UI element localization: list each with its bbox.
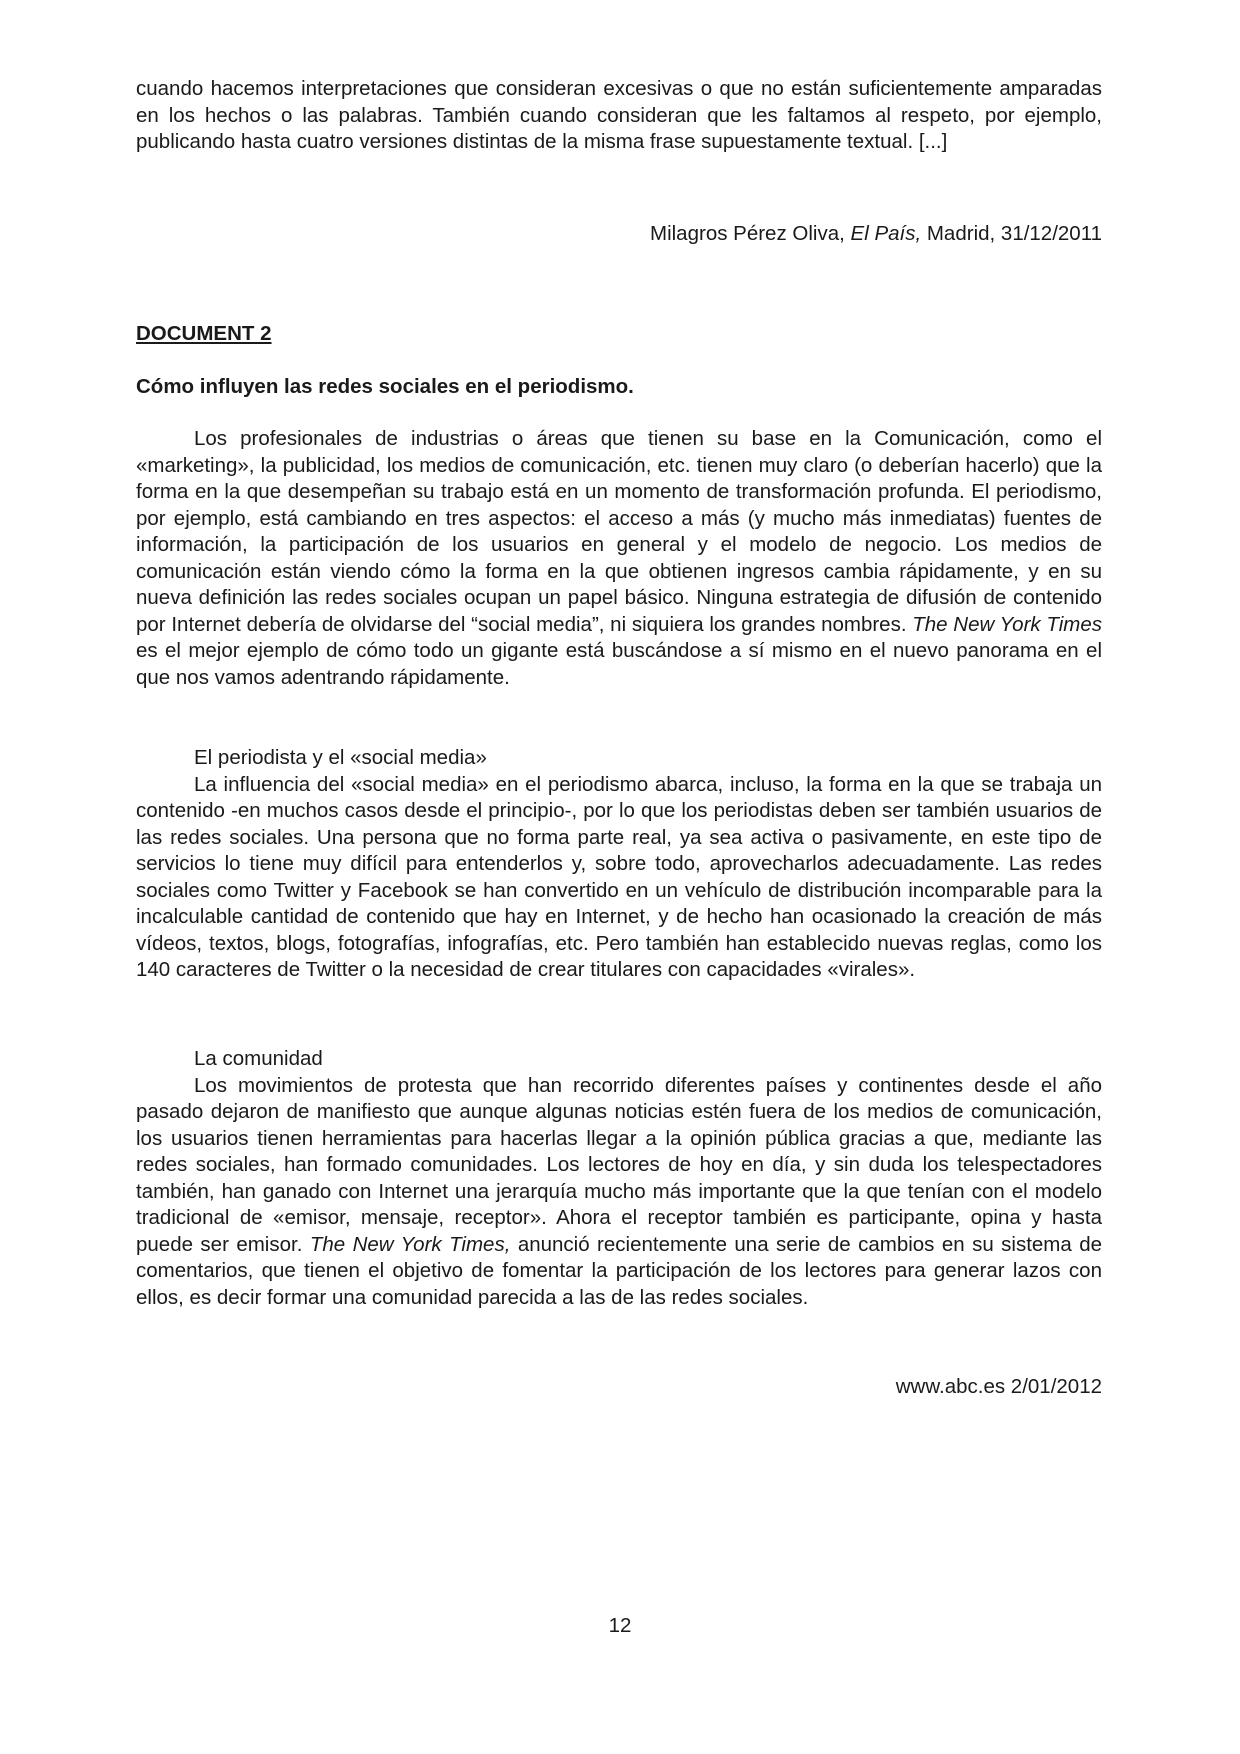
doc2-source: www.abc.es 2/01/2012 [895,1375,1102,1398]
doc1-source-author: Milagros Pérez Oliva, [650,222,845,245]
doc2-source-block [136,1374,1102,1401]
section-heading-comunidad: La comunidad [194,1047,323,1070]
doc2-paragraph-1 [136,426,1102,691]
doc1-source-block [136,221,1102,248]
doc1-source-publication: El País, [850,222,922,245]
doc2-paragraph1-block [136,426,1102,691]
doc2-paragraph-1-part2: es el mejor ejemplo de cómo todo un gigante está buscándose a sí mismo en el nuevo panorama en el que nos vamos adentrando rápidamente. [136,639,1102,689]
section1-block [136,745,1102,984]
document-label: DOCUMENT 2 [136,322,272,345]
section-body-comunidad-part1: Los movimientos de protesta que han recorrido diferentes países y continentes desde el año pasado dejaron de manifiesto que aunque algunas noticias estén fuera de los medios de comunicación, los usuarios tienen herramientas para hacerlas llegar a la opinión pública gracias a que, mediante las redes sociales, han formado comunidades. Los lectores de hoy en día, y sin duda los telespectadores también, han ganado con Internet una jerarquía mucho más importante que la que tenían con el modelo tradicional de «emisor, mensaje, receptor». Ahora el receptor también es participante, opina y hasta puede ser emisor. [136,1073,1102,1256]
doc2-paragraph-1-part1: Los profesionales de industrias o áreas que tienen su base en la Comunicación, como el «marketing», la publicidad, los medios de comunicación, etc. tienen muy claro (o deberían hacerlo) que la forma en la que desempeñan su trabajo está en un momento de transformación profunda. El periodismo, por ejemplo, está cambiando en tres aspectos: el acceso a más (y mucho más inmediatas) fuentes de información, la participación de los usuarios en general y el modelo de negocio. Los medios de comunicación están viendo cómo la forma en la que obtienen ingresos cambia rápidamente, y en su nueva definición las redes sociales ocupan un papel básico. Ninguna estrategia de difusión de contenido por Internet debería de olvidarse del “social media”, ni siquiera los grandes nombres. [136,427,1102,636]
section2-block [136,1046,1102,1311]
doc2-title-block [136,375,1102,399]
document-title: Cómo influyen las redes sociales en el periodismo. [136,375,634,398]
doc2-paragraph-1-italic: The New York Times [912,612,1103,636]
page-number: 12 [608,1614,632,1637]
intro-paragraph: cuando hacemos interpretaciones que consideran excesivas o que no están suficientemente amparadas en los hechos o las palabras. También cuando consideran que les faltamos al respeto, por ejemplo, publicando hasta cuatro versiones distintas de la misma frase supuestamente textual. [...] [136,77,1102,153]
section-body-comunidad-part2: anunció recientemente una serie de cambios en su sistema de comentarios, que tienen el objetivo de fomentar la participación de los lectores para generar lazos con ellos, es decir formar una comunidad parecida a las de las redes sociales. [136,1232,1102,1309]
intro-block [136,76,1102,156]
doc2-label-block [136,322,1102,346]
doc1-source [136,221,1102,248]
section-body-comunidad [136,1073,1102,1312]
section-body-periodista: La influencia del «social media» en el periodismo abarca, incluso, la forma en la que se trabaja un contenido -en muchos casos desde el principio-, por lo que los periodistas deben ser también usuarios de las redes sociales. Una persona que no forma parte real, ya sea activa o pasivamente, en este tipo de servicios lo tiene muy difícil para entenderlos y, sobre todo, aprovecharlos adecuadamente. Las redes sociales como Twitter y Facebook se han convertido en un vehículo de distribución incomparable para la incalculable cantidad de contenido que hay en Internet, y de hecho han ocasionado la creación de más vídeos, textos, blogs, fotografías, infografías, etc. Pero también han establecido nuevas reglas, como los 140 caracteres de Twitter o la necesidad de crear titulares con capacidades «virales». [136,772,1102,981]
doc1-source-place-date: Madrid, 31/12/2011 [926,222,1102,245]
section-heading-periodista: El periodista y el «social media» [194,746,487,769]
section-body-comunidad-italic: The New York Times, [309,1232,511,1256]
